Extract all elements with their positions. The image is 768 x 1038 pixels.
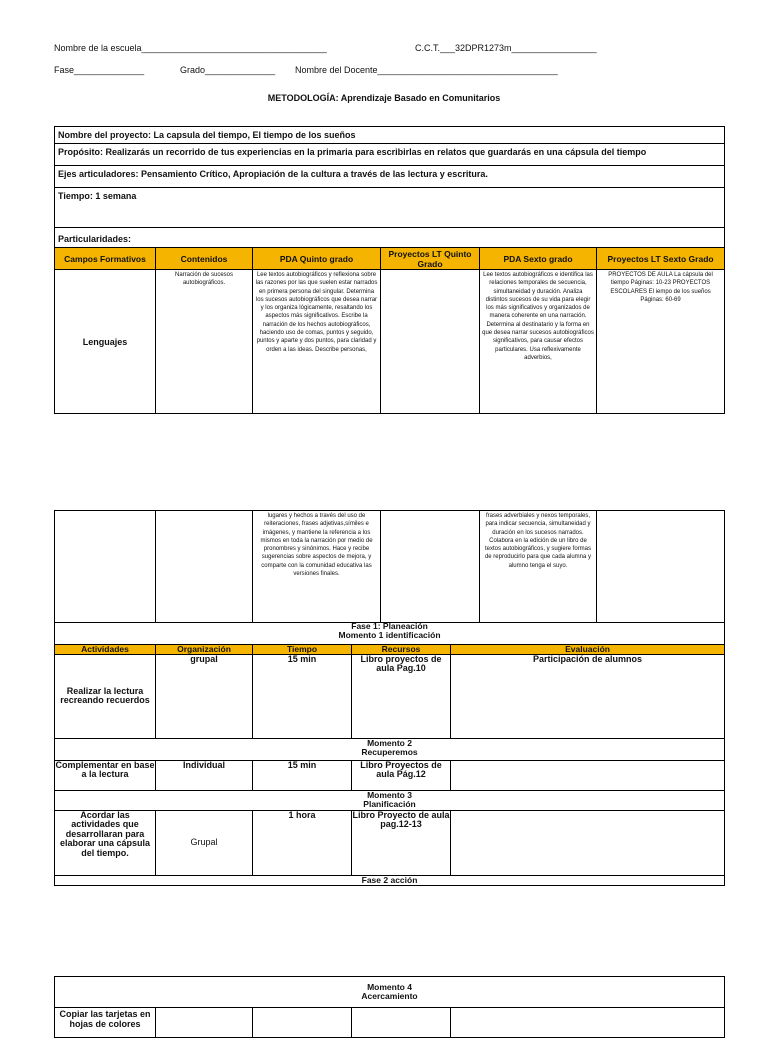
recuperemos-label: Recuperemos	[361, 746, 418, 757]
grado-line: Grado______________	[180, 65, 276, 75]
page-title: METODOLOGÍA: Aprendizaje Basado en Comunitarios	[267, 93, 501, 103]
momento2-header	[55, 738, 725, 760]
org-2: Individual	[156, 760, 253, 790]
resource-2: Libro Proyectos de aula Pág.12	[352, 760, 451, 790]
cont-contenido-cell	[156, 511, 253, 623]
momento1-label: Momento 1 identificación	[338, 630, 441, 640]
proy6-cont-cell	[597, 511, 725, 623]
time-2: 15 min	[253, 760, 352, 790]
project-name: Nombre del proyecto: La capsula del tiempo, El tiempo de los sueños	[55, 127, 725, 144]
resource-1: Libro proyectos de aula Pag.10	[352, 654, 451, 738]
plan-table	[54, 510, 725, 623]
col-campos: Campos Formativos	[55, 248, 156, 270]
col-pda5: PDA Quinto grado	[253, 248, 381, 270]
momento2-label: Momento 2	[367, 737, 412, 748]
eval-4	[451, 1008, 725, 1038]
momento4-label: Momento 4	[367, 982, 412, 992]
fase-line: Fase______________	[54, 65, 145, 75]
project-particularities: Particularidades:	[55, 228, 725, 248]
col-actividades: Actividades	[55, 644, 156, 654]
activities-table	[54, 622, 725, 886]
proy5-cont-cell	[381, 511, 480, 623]
project-time: Tiempo: 1 semana	[55, 188, 725, 228]
org-3: Grupal	[156, 810, 253, 875]
fase1-header	[55, 622, 725, 644]
acercamiento-label: Acercamiento	[361, 991, 418, 1001]
eval-1: Participación de alumnos	[451, 654, 725, 738]
fase2-header: Fase 2 acción	[55, 875, 725, 885]
col-tiempo: Tiempo	[253, 644, 352, 654]
momento3-header	[55, 790, 725, 810]
campo-lenguajes: Lenguajes	[55, 270, 156, 414]
col-organizacion: Organización	[156, 644, 253, 654]
activity-4: Copiar las tarjetas en hojas de colores	[55, 1008, 156, 1038]
activity-2: Complementar en base a la lectura	[55, 760, 156, 790]
fase1-label: Fase 1: Planeación	[351, 621, 428, 631]
cont-campo-cell	[55, 511, 156, 623]
eval-2	[451, 760, 725, 790]
time-1: 15 min	[253, 654, 352, 738]
proy5-cell	[381, 270, 480, 414]
pda5-cont-cell: lugares y hechos a través del uso de reiteraciones, frases adjetivas,símiles e imágenes, y mantiene la referencia a los mismos en toda la narración por medio de pronombres y sinónimos. Hace y recibe sugerencias sobre aspectos de mejora, y comparte con la comunidad educativa las versiones finales.	[253, 511, 381, 623]
eval-3	[451, 810, 725, 875]
col-contenidos: Contenidos	[156, 248, 253, 270]
project-purpose: Propósito: Realizarás un recorrido de tus experiencias en la primaria para escribirlas en relatos que guardarás en una cápsula del tiempo	[55, 144, 725, 166]
col-proy6: Proyectos LT Sexto Grado	[597, 248, 725, 270]
col-proy5: Proyectos LT Quinto Grado	[381, 248, 480, 270]
project-axes: Ejes articuladores: Pensamiento Crítico, Apropiación de la cultura a través de las lectura y escritura.	[55, 166, 725, 188]
col-evaluacion: Evaluación	[451, 644, 725, 654]
planificacion-label: Planificación	[363, 798, 416, 809]
pda6-cont-cell: frases adverbiales y nexos temporales, para indicar secuencia, simultaneidad y duración en los sucesos narrados. Colabora en la edición de un libro de textos autobiográficos, y sugiere formas de reproducirlo para que cada alumna y alumno tenga el suyo.	[480, 511, 597, 623]
activity-1: Realizar la lectura recreando recuerdos	[55, 654, 156, 738]
proy6-cell: PROYECTOS DE AULA La cápsula del tiempo Páginas: 10-23 PROYECTOS ESCOLARES El iempo de los sueños Páginas: 60-69	[597, 270, 725, 414]
project-table	[54, 126, 725, 414]
pda6-cell: Lee textos autobiográficos e identifica las relaciones temporales de secuencia, simultaneidad y duración. Analiza distintos sucesos de su vida para elegir los más significativos y organizados de manera coherente en una narración. Determina al destinatario y la forma en que desea narrar sucesos autobiográficos significativos, para causar efectos particulares. Usa reflexivamente adverbios,	[480, 270, 597, 414]
contenido-cell: Narración de sucesos autobiográficos.	[156, 270, 253, 414]
activity-3: Acordar las actividades que desarrollaran para elaborar una cápsula del tiempo.	[55, 810, 156, 875]
cct-line: C.C.T.___32DPR1273m_________________	[415, 43, 597, 53]
col-recursos: Recursos	[352, 644, 451, 654]
time-3: 1 hora	[253, 810, 352, 875]
resource-4	[352, 1008, 451, 1038]
org-1: grupal	[156, 654, 253, 738]
time-4	[253, 1008, 352, 1038]
momento4-header	[55, 977, 725, 1008]
momento3-label: Momento 3	[367, 789, 412, 800]
org-4	[156, 1008, 253, 1038]
school-name-line: Nombre de la escuela_____________________________________	[54, 43, 327, 53]
docente-line: Nombre del Docente____________________________________	[295, 65, 558, 75]
bottom-table	[54, 976, 725, 1038]
resource-3: Libro Proyecto de aula pag.12-13	[352, 810, 451, 875]
col-pda6: PDA Sexto grado	[480, 248, 597, 270]
pda5-cell: Lee textos autobiográficos y reflexiona sobre las razones por las que suelen estar narrados en primera persona del singular. Determina los sucesos autobiográficos que desea narrar y los organiza lógicamente, resaltando los aspectos más significativos. Escribe la narración de los hechos autobiográficos, haciendo uso de comas, puntos y seguido, puntos y aparte y dos puntos, para claridad y orden a las ideas. Describe personas,	[253, 270, 381, 414]
